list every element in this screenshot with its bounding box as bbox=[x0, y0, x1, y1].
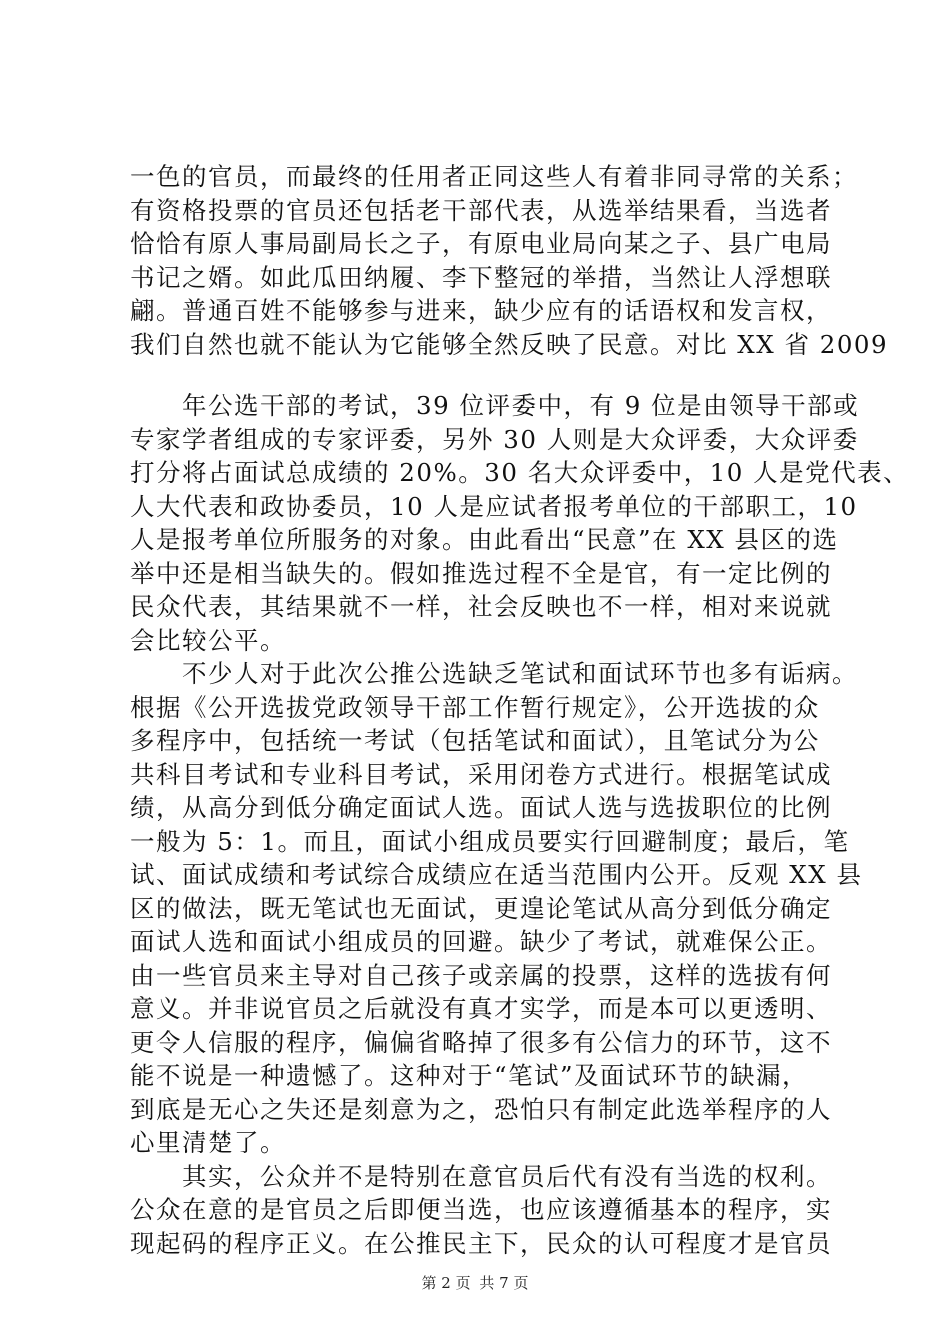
text-line: 举中还是相当缺失的。假如推选过程不全是官，有一定比例的 bbox=[130, 558, 832, 588]
text-line: 我们自然也就不能认为它能够全然反映了民意。对比 XX 省 2009 bbox=[130, 329, 889, 359]
text-line: 区的做法，既无笔试也无面试，更遑论笔试从高分到低分确定 bbox=[130, 893, 832, 923]
text-block-top bbox=[130, 160, 889, 361]
text-line: 一般为 5：1。而且，面试小组成员要实行回避制度；最后，笔 bbox=[130, 826, 850, 856]
text-line: 其实，公众并不是特别在意官员后代有没有当选的权利。 bbox=[130, 1161, 832, 1191]
text-line: 试、面试成绩和考试综合成绩应在适当范围内公开。反观 XX 县 bbox=[130, 860, 863, 889]
text-line: 到底是无心之失还是刻意为之，恐怕只有制定此选举程序的人 bbox=[130, 1094, 832, 1124]
text-line: 有资格投票的官员还包括老干部代表，从选举结果看，当选者 bbox=[130, 195, 832, 225]
text-line: 书记之婿。如此瓜田纳履、李下整冠的举措，当然让人浮想联 bbox=[130, 262, 832, 292]
text-line: 能不说是一种遗憾了。这种对于“笔试”及面试环节的缺漏， bbox=[130, 1061, 809, 1090]
text-line: 人是报考单位所服务的对象。由此看出“民意”在 XX 县区的选 bbox=[130, 525, 839, 554]
text-line: 年公选干部的考试，39 位评委中，有 9 位是由领导干部或 bbox=[130, 391, 860, 420]
text-line: 更令人信服的程序，偏偏省略掉了很多有公信力的环节，这不 bbox=[130, 1027, 832, 1057]
text-line: 翩。普通百姓不能够参与进来，缺少应有的话语权和发言权， bbox=[130, 296, 832, 325]
text-line: 心里清楚了。 bbox=[130, 1128, 286, 1157]
text-line: 人大代表和政协委员，10 人是应试者报考单位的干部职工，10 bbox=[130, 491, 858, 521]
text-line: 会比较公平。 bbox=[130, 625, 286, 655]
text-line: 一色的官员，而最终的任用者正同这些人有着非同寻常的关系； bbox=[130, 162, 858, 191]
text-line: 意义。并非说官员之后就没有真才实学，而是本可以更透明、 bbox=[130, 994, 832, 1023]
text-line: 现起码的程序正义。在公推民主下，民众的认可程度才是官员 bbox=[130, 1228, 832, 1258]
text-line: 打分将占面试总成绩的 20%。30 名大众评委中，10 人是党代表、 bbox=[130, 458, 910, 487]
page-footer bbox=[0, 1273, 950, 1293]
text-line: 专家学者组成的专家评委，另外 30 人则是大众评委，大众评委 bbox=[130, 424, 859, 454]
text-line: 恰恰有原人事局副局长之子，有原电业局向某之子、县广电局 bbox=[130, 229, 832, 258]
text-line: 民众代表，其结果就不一样，社会反映也不一样，相对来说就 bbox=[130, 592, 832, 621]
page-number: 第 2 页 bbox=[421, 1274, 471, 1292]
text-line: 公众在意的是官员之后即便当选，也应该遵循基本的程序，实 bbox=[130, 1195, 832, 1224]
text-line: 面试人选和面试小组成员的回避。缺少了考试，就难保公正。 bbox=[130, 927, 832, 956]
text-line: 绩，从高分到低分确定面试人选。面试人选与选拔职位的比例 bbox=[130, 793, 832, 822]
text-line: 根据《公开选拔党政领导干部工作暂行规定》，公开选拔的众 bbox=[130, 692, 820, 722]
text-line: 多程序中，包括统一考试（包括笔试和面试），且笔试分为公 bbox=[130, 726, 820, 755]
text-line: 不少人对于此次公推公选缺乏笔试和面试环节也多有诟病。 bbox=[130, 659, 858, 688]
page-total: 共 7 页 bbox=[479, 1274, 529, 1292]
text-line: 由一些官员来主导对自己孩子或亲属的投票，这样的选拔有何 bbox=[130, 960, 832, 990]
text-line: 共科目考试和专业科目考试，采用闭卷方式进行。根据笔试成 bbox=[130, 759, 832, 789]
text-block-main bbox=[130, 389, 910, 1260]
